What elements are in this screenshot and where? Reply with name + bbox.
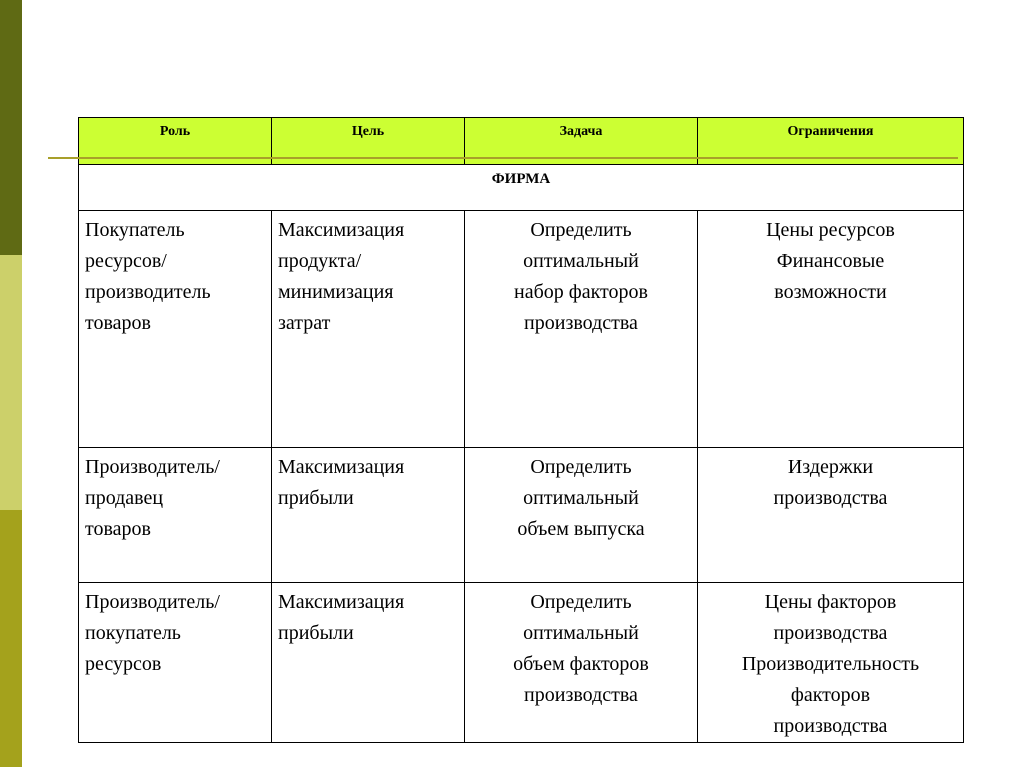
cell-line: покупатель	[85, 622, 181, 644]
cell-line: Цены ресурсов	[766, 219, 895, 241]
cell-line: Максимизация	[278, 456, 405, 478]
cell-line: Цены факторов	[764, 591, 897, 613]
cell-line: затрат	[278, 312, 331, 334]
cell-line: производства	[524, 684, 638, 706]
cell-line: Покупатель	[85, 219, 185, 241]
cell-line: товаров	[85, 312, 151, 334]
side-bar-light	[0, 255, 22, 510]
cell-line: производства	[773, 622, 888, 644]
cell-limits	[698, 448, 964, 583]
cell-limits	[698, 583, 964, 743]
cell-line: продукта/	[278, 250, 362, 272]
cell-line: объем факторов	[513, 653, 649, 675]
cell-line: возможности	[774, 281, 887, 303]
cell-line: оптимальный	[523, 250, 639, 272]
cell-line: производства	[773, 487, 888, 509]
cell-line: товаров	[85, 518, 151, 540]
cell-line: Определить	[530, 456, 632, 478]
table-row	[79, 211, 964, 448]
header-limits: Ограничения	[698, 118, 964, 165]
cell-line: набор факторов	[514, 281, 648, 303]
cell-line: производства	[524, 312, 638, 334]
cell-task	[465, 211, 698, 448]
header-goal: Цель	[272, 118, 465, 165]
cell-line: оптимальный	[523, 487, 639, 509]
side-bar-dark	[0, 0, 22, 255]
section-title: ФИРМА	[79, 165, 964, 211]
cell-line: факторов	[790, 684, 871, 706]
firm-roles-table	[78, 117, 964, 743]
cell-line: объем выпуска	[517, 518, 645, 540]
cell-line: оптимальный	[523, 622, 639, 644]
side-bar-olive	[0, 510, 22, 767]
cell-line: прибыли	[278, 622, 354, 644]
cell-role	[79, 448, 272, 583]
cell-line: Производитель/	[85, 456, 220, 478]
cell-goal	[272, 211, 465, 448]
cell-line: производства	[773, 715, 888, 737]
cell-line: Финансовые	[776, 250, 885, 272]
cell-goal	[272, 448, 465, 583]
cell-goal	[272, 583, 465, 743]
cell-task	[465, 448, 698, 583]
header-role: Роль	[79, 118, 272, 165]
cell-line: минимизация	[278, 281, 394, 303]
cell-task	[465, 583, 698, 743]
table-row	[79, 583, 964, 743]
cell-line: продавец	[85, 487, 164, 509]
cell-line: Максимизация	[278, 591, 405, 613]
header-task: Задача	[465, 118, 698, 165]
cell-line: Максимизация	[278, 219, 405, 241]
table-row	[79, 448, 964, 583]
accent-line	[48, 157, 958, 159]
cell-line: Определить	[530, 219, 632, 241]
cell-line: Производительность	[741, 653, 920, 675]
cell-line: прибыли	[278, 487, 354, 509]
cell-limits	[698, 211, 964, 448]
cell-line: Издержки	[787, 456, 874, 478]
cell-role	[79, 211, 272, 448]
cell-line: ресурсов/	[85, 250, 167, 272]
cell-line: Производитель/	[85, 591, 220, 613]
cell-line: производитель	[85, 281, 211, 303]
section-row	[79, 165, 964, 211]
cell-role	[79, 583, 272, 743]
cell-line: Определить	[530, 591, 632, 613]
cell-line: ресурсов	[85, 653, 162, 675]
